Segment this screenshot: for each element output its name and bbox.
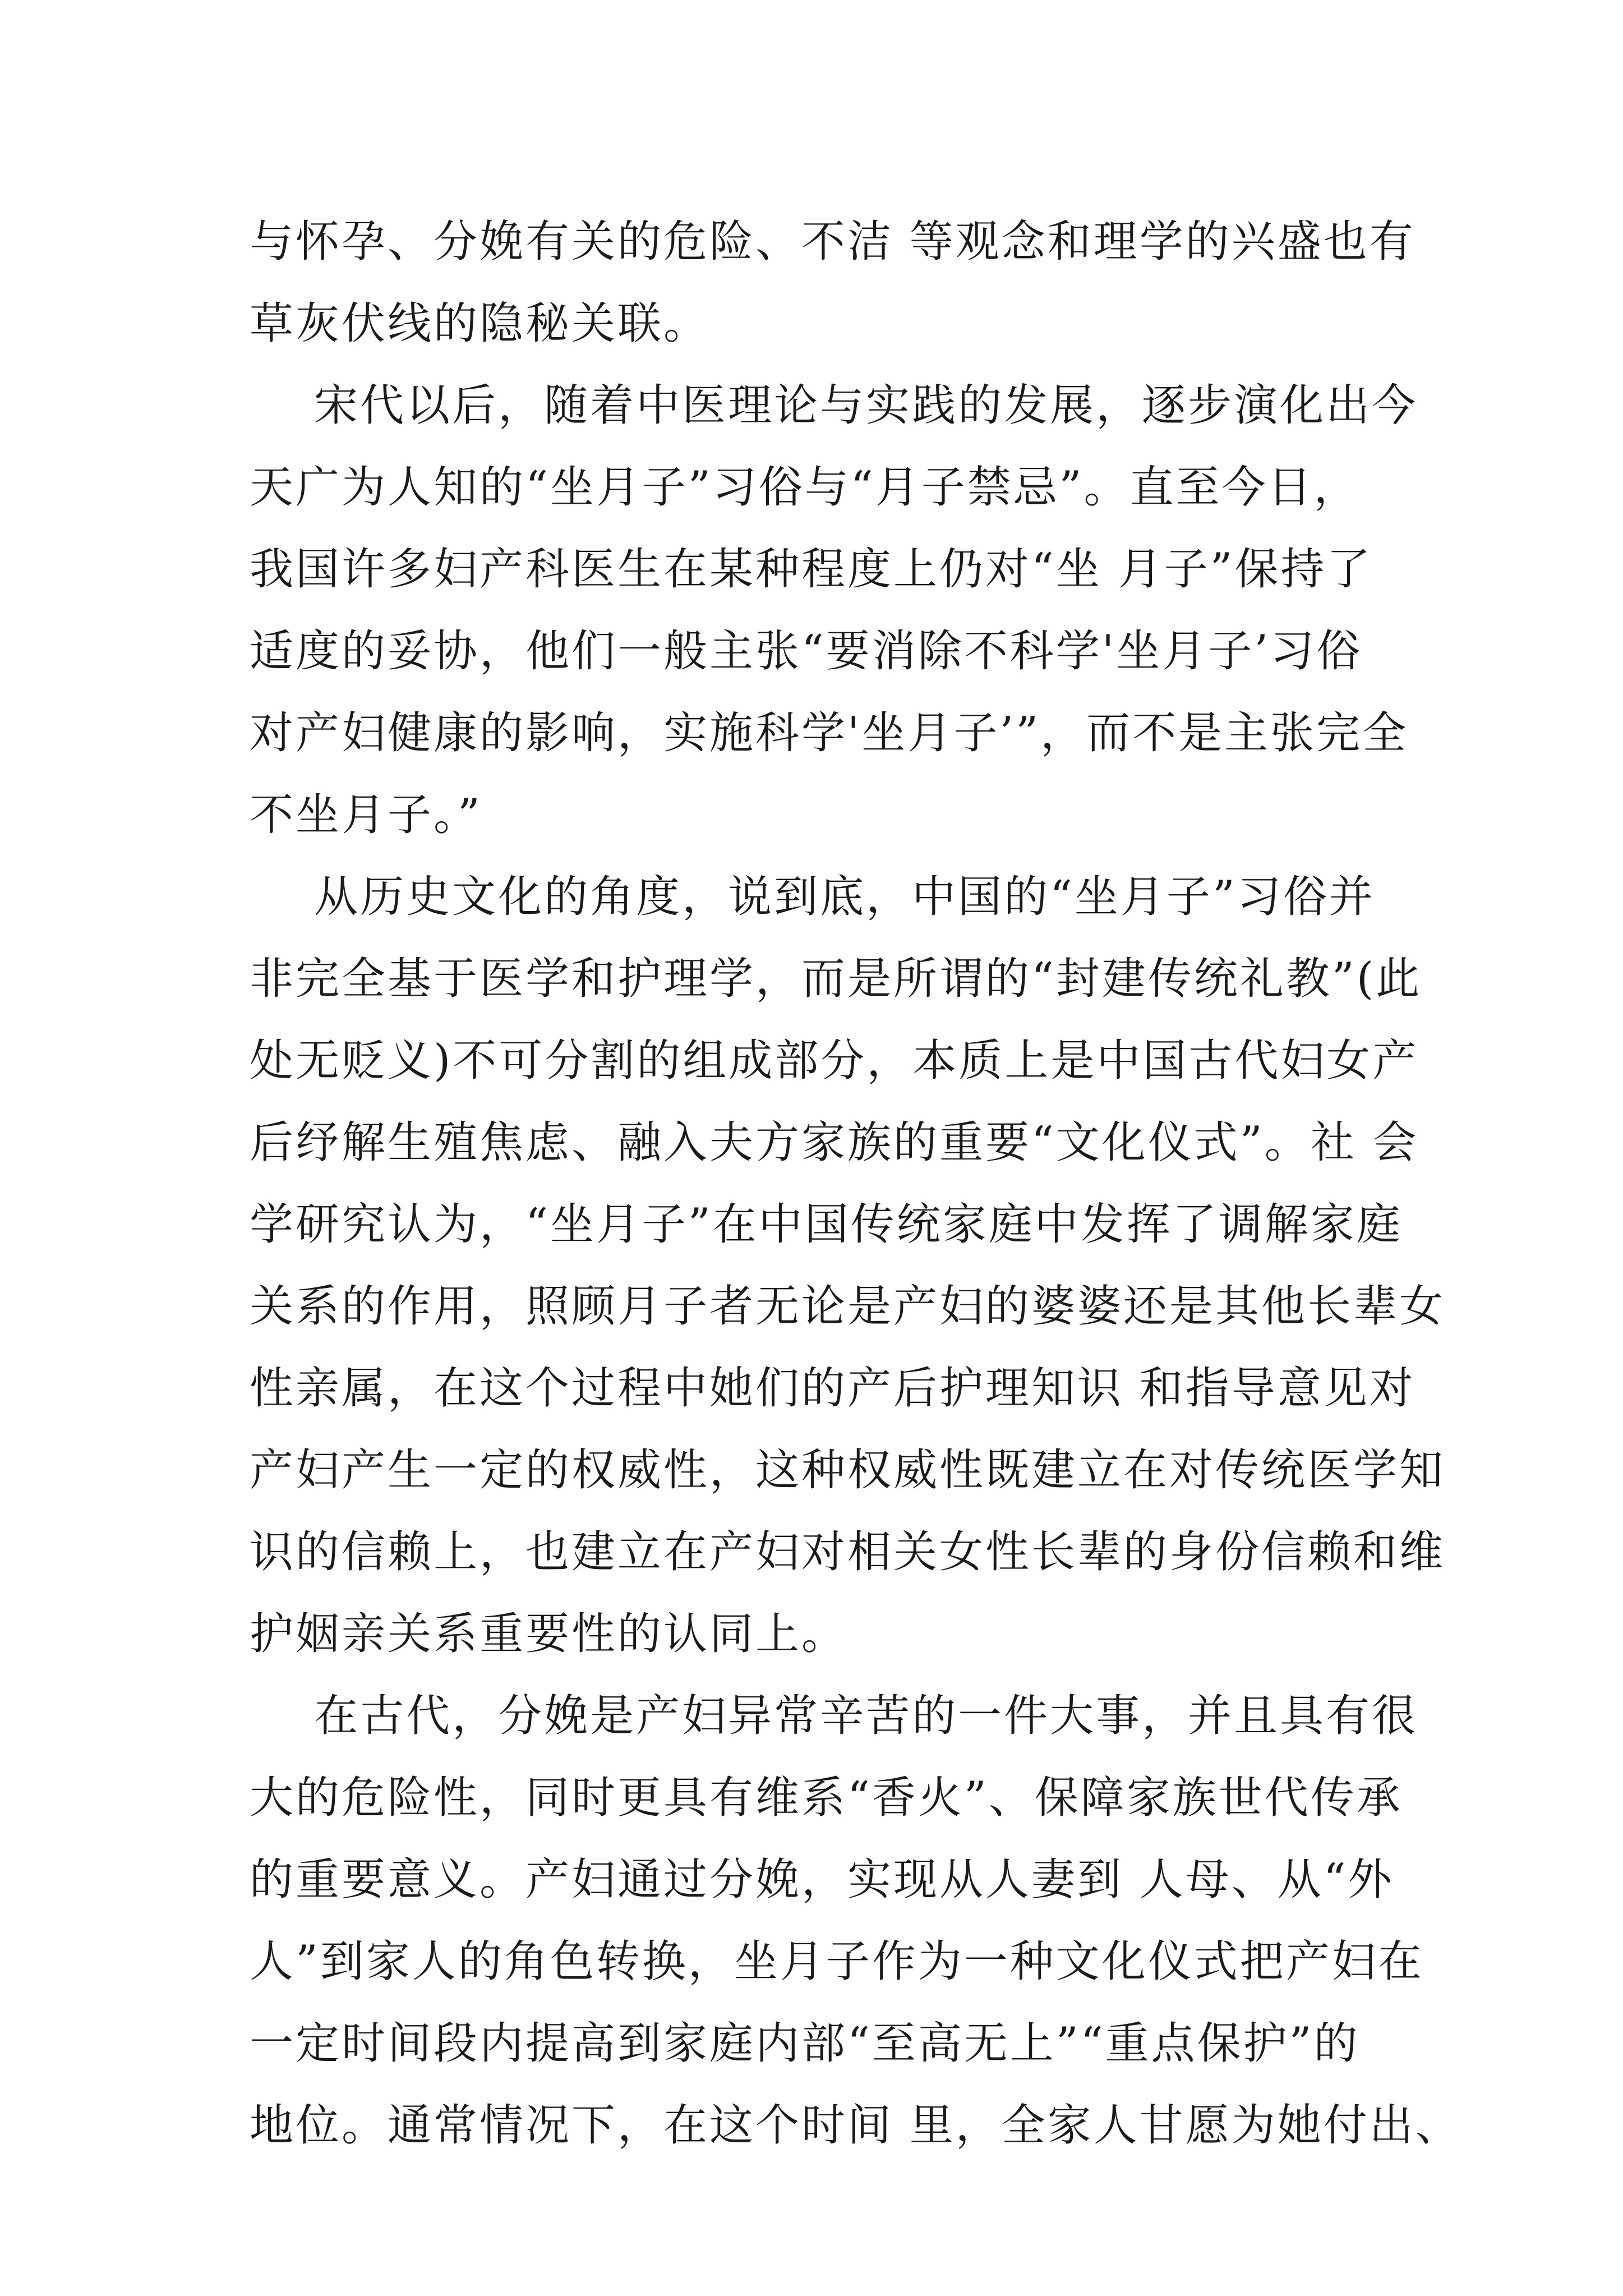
text-line: 与怀孕、分娩有关的危险、不洁 等观念和理学的兴盛也有 bbox=[250, 217, 1415, 267]
body-text bbox=[250, 201, 1461, 2166]
text-line: 处无贬义)不可分割的组成部分，本质上是中国古代妇女产 bbox=[250, 1036, 1419, 1086]
text-line: 学研究认为，“坐月子”在中国传统家庭中发挥了调解家庭 bbox=[250, 1199, 1403, 1250]
text-line: 对产妇健康的影响，实施科学'坐月子’”，而不是主张完全 bbox=[250, 708, 1409, 758]
text-line: 地位。通常情况下，在这个时间 里，全家人甘愿为她付出、 bbox=[250, 2100, 1461, 2151]
text-line: 我国许多妇产科医生在某种程度上仍对“坐 月子”保持了 bbox=[250, 544, 1373, 595]
text-line: 人”到家人的角色转换，坐月子作为一种文化仪式把产妇在 bbox=[250, 1936, 1424, 1987]
text-line: 草灰伏线的隐秘关联。 bbox=[250, 298, 710, 349]
text-line: 适度的妥协，他们一般主张“要消除不科学'坐月子’习俗 bbox=[250, 626, 1363, 677]
text-line: 后纾解生殖焦虑、融入夫方家族的重要“文化仪式”。社 会 bbox=[250, 1117, 1419, 1168]
text-line: 大的危险性，同时更具有维系“香火”、保障家族世代传承 bbox=[250, 1773, 1403, 1823]
text-line: 产妇产生一定的权威性，这种权威性既建立在对传统医学知 bbox=[250, 1445, 1446, 1496]
text-line: 识的信赖上，也建立在产妇对相关女性长辈的身份信赖和维 bbox=[250, 1527, 1446, 1577]
text-line: 从历史文化的角度，说到底，中国的“坐月子”习俗并 bbox=[250, 872, 1375, 922]
text-line: 的重要意义。产妇通过分娩，实现从人妻到 人母、从“外 bbox=[250, 1855, 1394, 1905]
text-line: 宋代以后，随着中医理论与实践的发展，逐步演化出今 bbox=[250, 380, 1418, 431]
text-line: 在古代，分娩是产妇异常辛苦的一件大事，并且具有很 bbox=[250, 1691, 1418, 1741]
text-line: 不坐月子。” bbox=[250, 790, 482, 840]
text-line: 护姻亲关系重要性的认同上。 bbox=[250, 1609, 848, 1659]
text-line: 一定时间段内提高到家庭内部“至高无上”“重点保护”的 bbox=[250, 2018, 1360, 2069]
text-line: 性亲属，在这个过程中她们的产后护理知识 和指导意见对 bbox=[250, 1363, 1415, 1414]
text-line: 非完全基于医学和护理学，而是所谓的“封建传统礼教”(此 bbox=[250, 954, 1422, 1004]
text-line: 关系的作用，照顾月子者无论是产妇的婆婆还是其他长辈女 bbox=[250, 1281, 1446, 1332]
text-line: 天广为人知的“坐月子”习俗与“月子禁忌”。直至今日， bbox=[250, 462, 1360, 513]
